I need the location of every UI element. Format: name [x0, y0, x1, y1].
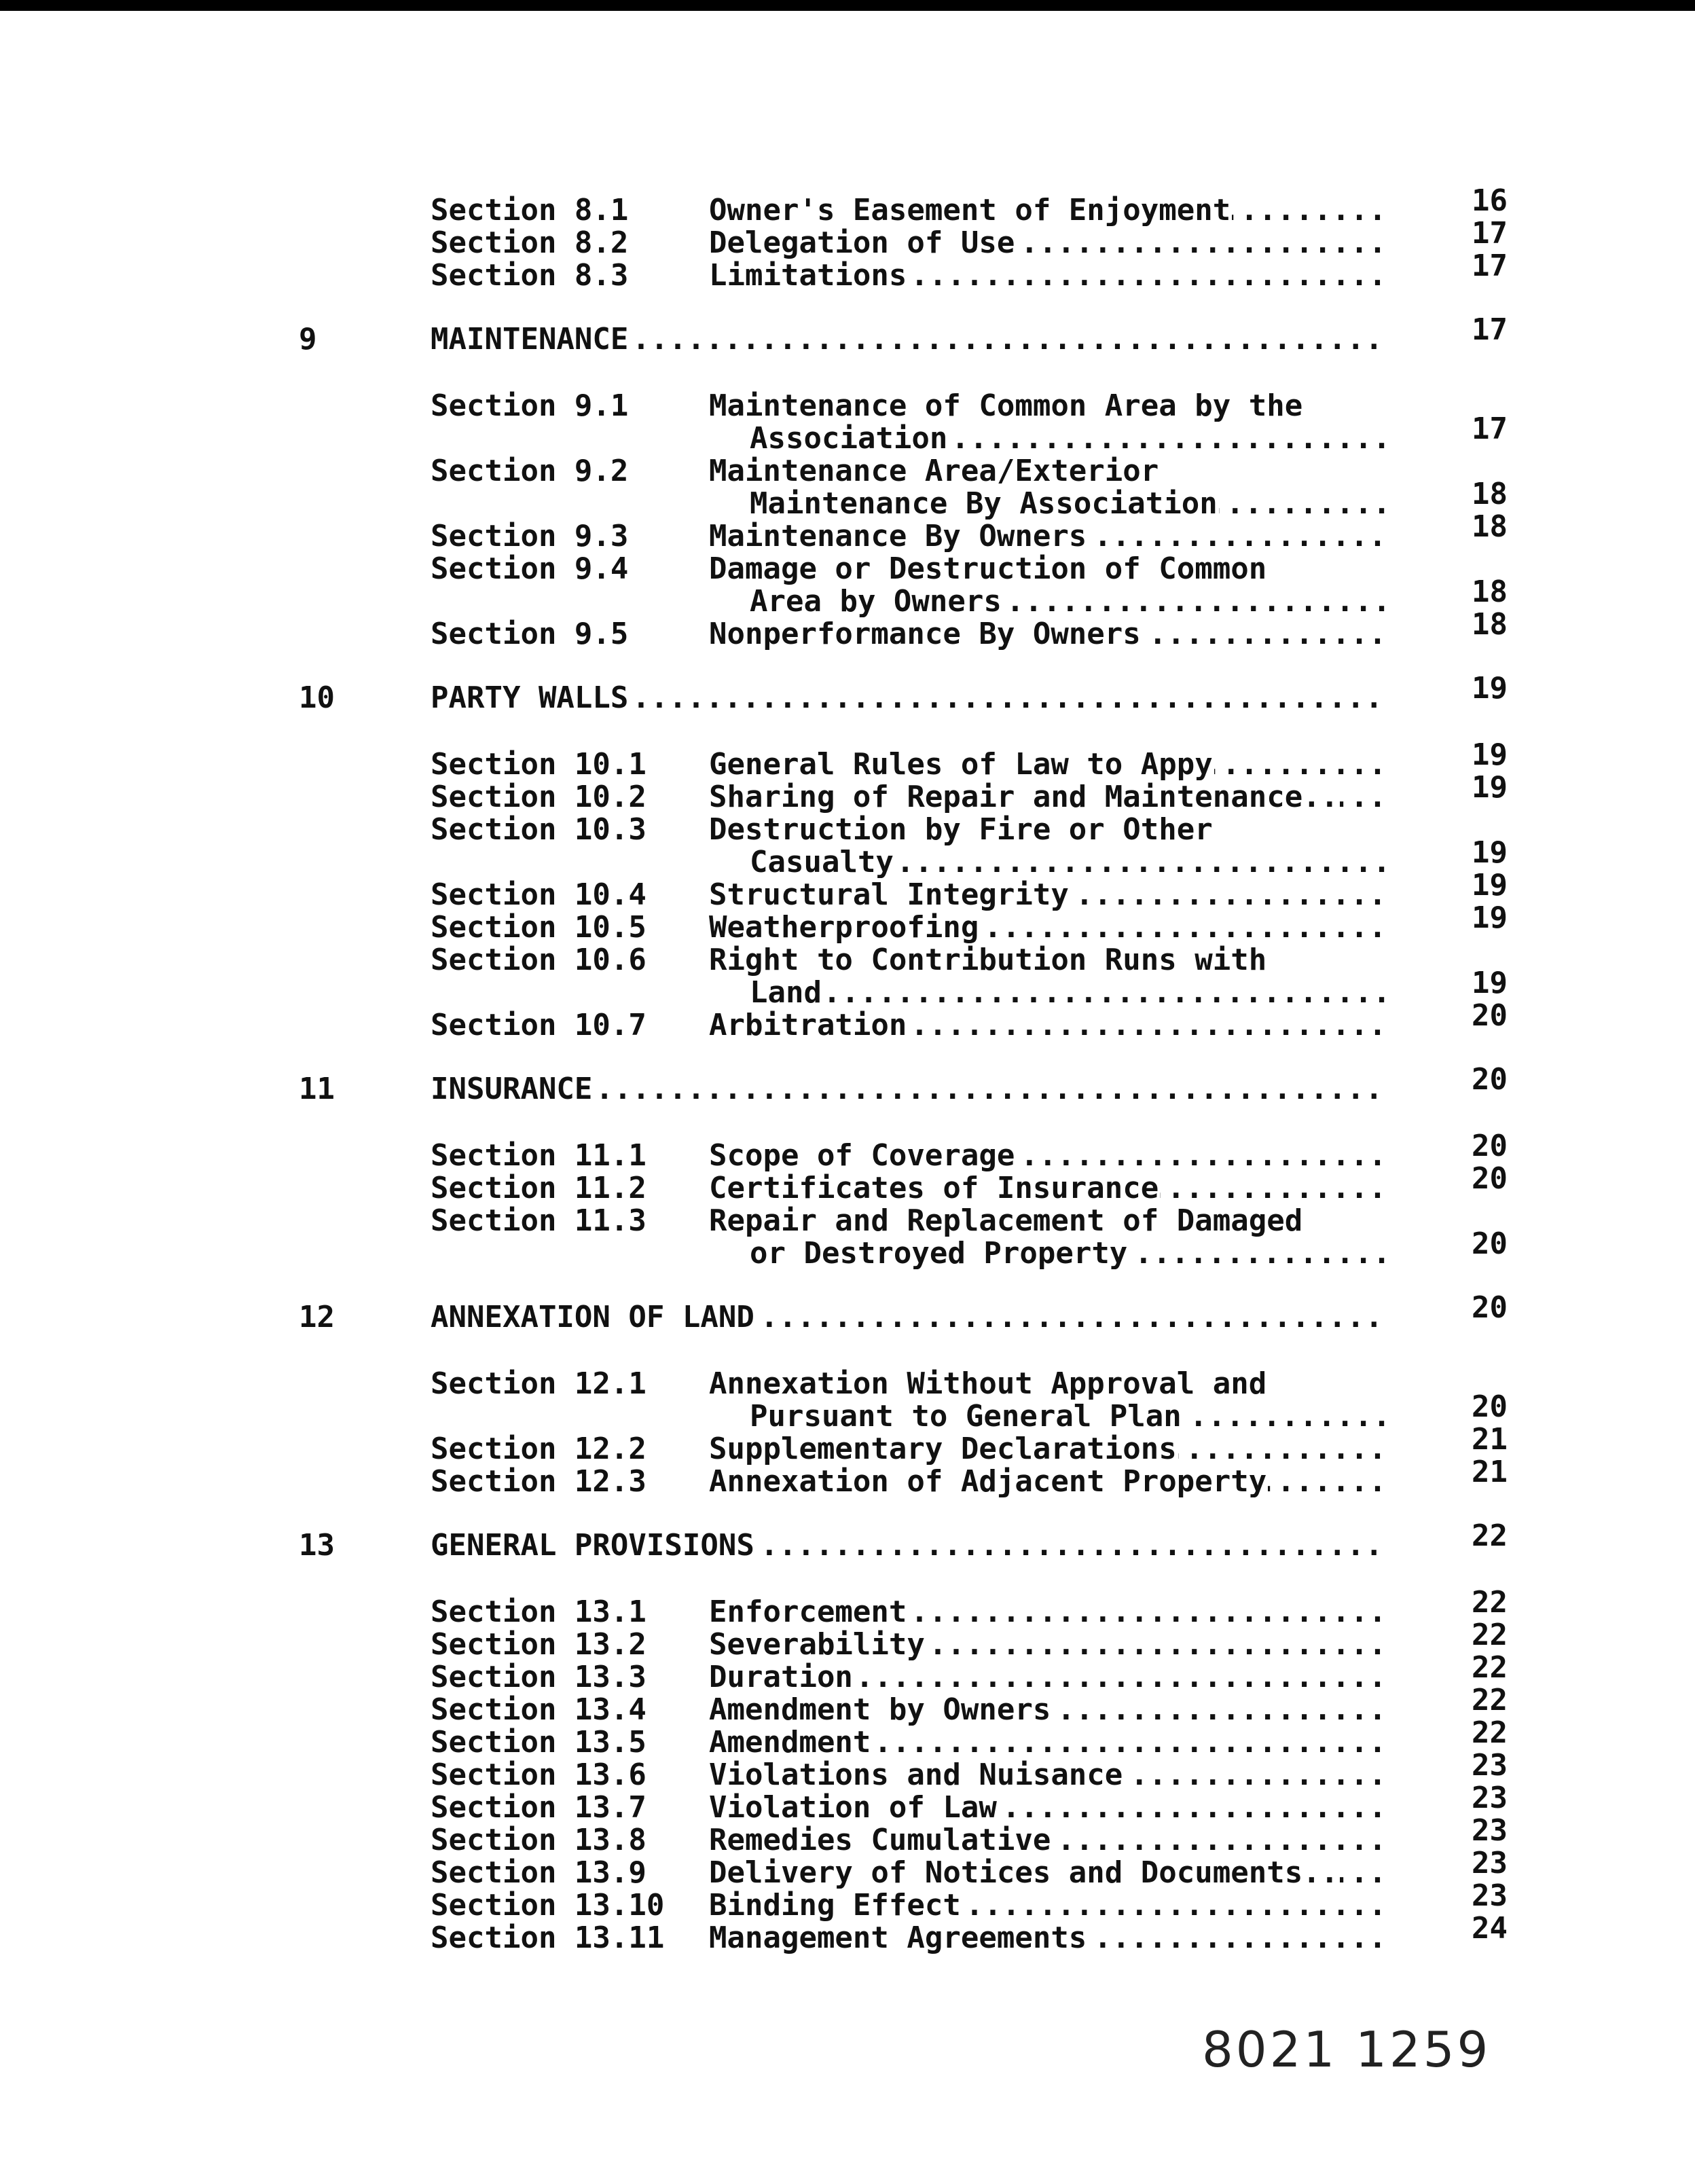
toc-entry-row [285, 1748, 1508, 1792]
page-number: 20 [1472, 1129, 1508, 1163]
section-title [709, 259, 1388, 292]
chapter-number: 11 [299, 1072, 335, 1106]
section-title [709, 1009, 1388, 1042]
section-title [709, 390, 1388, 422]
toc-entry-row [285, 1455, 1508, 1499]
toc-entry-row [285, 1911, 1508, 1955]
page-number: 19 [1472, 738, 1508, 772]
toc-entry-row [285, 738, 1508, 782]
page-number: 19 [1472, 868, 1508, 903]
section-title-text: Severability [709, 1628, 925, 1661]
page-number: 17 [1472, 216, 1508, 251]
toc-entry-row [285, 814, 1494, 846]
section-title-continued-text: Maintenance By Association [750, 488, 1218, 520]
section-number: Section 10.6 [431, 943, 646, 977]
section-title-text: Certificates of Insurance [709, 1172, 1159, 1205]
toc-entry-continuation [285, 412, 1508, 455]
toc-entry-row [285, 1368, 1494, 1400]
section-title-text: Amendment [709, 1726, 871, 1759]
toc-chapter-row [285, 1290, 1508, 1334]
section-title [709, 1628, 1388, 1661]
page-number: 23 [1472, 1781, 1508, 1815]
section-title-continued-text: Pursuant to General Plan [750, 1400, 1182, 1433]
section-title [709, 1857, 1388, 1889]
section-title-continued-text: Casualty [750, 846, 894, 879]
toc-entry-row [285, 183, 1508, 228]
section-title-text: Nonperformance By Owners [709, 618, 1141, 651]
page-number: 18 [1472, 575, 1508, 609]
page-number: 21 [1472, 1455, 1508, 1489]
toc-chapter-row [285, 671, 1508, 715]
toc-entry-row [285, 1422, 1508, 1466]
section-title-text: Annexation of Adjacent Property [709, 1466, 1267, 1498]
chapter-title [431, 1301, 1388, 1334]
toc-entry-continuation [285, 1226, 1508, 1270]
section-number: Section 9.1 [431, 388, 629, 423]
section-title-text: Maintenance of Common Area by the [709, 390, 1303, 422]
section-number: Section 10.3 [431, 812, 646, 847]
toc-entry-continuation [285, 477, 1508, 520]
page-number: 20 [1472, 1290, 1508, 1325]
page-number: 19 [1472, 835, 1508, 870]
page-number: 22 [1472, 1518, 1508, 1553]
chapter-title-text: MAINTENANCE [431, 323, 629, 356]
section-title-text: Sharing of Repair and Maintenance.. [709, 781, 1339, 814]
page-number: 23 [1472, 1813, 1508, 1848]
section-title-continued [750, 846, 1388, 879]
section-title [709, 879, 1388, 911]
chapter-number: 9 [299, 322, 317, 357]
toc-entry-row [285, 1618, 1508, 1662]
section-title-text: Supplementary Declarations [709, 1433, 1177, 1466]
toc-entry-row [285, 249, 1508, 293]
page-number: 23 [1472, 1748, 1508, 1783]
section-title-text: Maintenance Area/Exterior [709, 455, 1159, 488]
section-number: Section 13.4 [431, 1692, 646, 1727]
section-title-text: Destruction by Fire or Other [709, 814, 1213, 846]
section-title-text: Repair and Replacement of Damaged [709, 1205, 1303, 1237]
page-number: 22 [1472, 1618, 1508, 1652]
section-number: Section 10.5 [431, 910, 646, 945]
chapter-title [431, 1073, 1388, 1106]
section-number: Section 9.3 [431, 519, 629, 553]
section-title-continued [750, 977, 1388, 1009]
section-title [709, 911, 1388, 944]
section-title [709, 553, 1388, 585]
section-title-text: Weatherproofing [709, 911, 979, 944]
scan-top-edge [0, 0, 1695, 11]
toc-entry-row [285, 1161, 1508, 1205]
toc-entry-row [285, 553, 1494, 585]
section-title-continued [750, 1400, 1388, 1433]
section-title-text: Arbitration [709, 1009, 907, 1042]
toc-entry-row [285, 868, 1508, 912]
toc-entry-row [285, 944, 1494, 977]
page-number: 19 [1472, 770, 1508, 805]
page-number: 22 [1472, 1585, 1508, 1620]
section-number: Section 13.11 [431, 1921, 665, 1955]
section-title-text: Right to Contribution Runs with [709, 944, 1267, 977]
section-title [709, 944, 1388, 977]
section-title [709, 1596, 1388, 1628]
section-title [709, 1791, 1388, 1824]
section-number: Section 13.5 [431, 1725, 646, 1760]
section-number: Section 13.10 [431, 1888, 665, 1923]
section-number: Section 12.1 [431, 1366, 646, 1401]
section-number: Section 9.2 [431, 454, 629, 488]
chapter-title-text: PARTY WALLS [431, 682, 629, 714]
section-title-continued [750, 422, 1388, 455]
toc-entry-row [285, 1878, 1508, 1923]
section-title-text: Structural Integrity [709, 879, 1069, 911]
toc-entry-row [285, 1129, 1508, 1173]
toc-entry-continuation [285, 966, 1508, 1009]
section-title-text: Delivery of Notices and Documents.. [709, 1857, 1339, 1889]
section-number: Section 13.3 [431, 1660, 646, 1694]
section-title [709, 814, 1388, 846]
toc-entry-continuation [285, 835, 1508, 879]
page-number: 19 [1472, 671, 1508, 706]
section-title [709, 781, 1388, 814]
section-title-text: Delegation of Use [709, 227, 1015, 259]
chapter-number: 10 [299, 680, 335, 715]
section-number: Section 11.3 [431, 1203, 646, 1238]
toc-entry-row [285, 1683, 1508, 1727]
chapter-title [431, 682, 1388, 714]
section-number: Section 11.2 [431, 1171, 646, 1205]
section-title-text: Maintenance By Owners [709, 520, 1087, 553]
toc-entry-row [285, 509, 1508, 553]
section-title-text: Duration [709, 1661, 853, 1694]
section-number: Section 8.3 [431, 258, 629, 293]
toc-entry-row [285, 998, 1508, 1042]
section-title-continued-text: or Destroyed Property [750, 1237, 1128, 1270]
section-number: Section 13.8 [431, 1823, 646, 1857]
section-title [709, 1694, 1388, 1726]
section-title-continued-text: Land [750, 977, 822, 1009]
section-title-text: Enforcement [709, 1596, 907, 1628]
page-number: 24 [1472, 1911, 1508, 1946]
toc-entry-row [285, 1715, 1508, 1760]
toc-entry-row [285, 1846, 1508, 1890]
toc-entry-row [285, 1205, 1494, 1237]
page-number: 20 [1472, 998, 1508, 1033]
section-title [709, 194, 1388, 227]
page-number: 22 [1472, 1683, 1508, 1717]
section-title [709, 1140, 1388, 1172]
section-number: Section 8.1 [431, 193, 629, 228]
toc-entry-row [285, 1781, 1508, 1825]
toc-entry-row [285, 216, 1508, 260]
page-number: 19 [1472, 900, 1508, 935]
section-title [709, 1922, 1388, 1954]
section-number: Section 10.2 [431, 780, 646, 814]
section-title [709, 1205, 1388, 1237]
section-number: Section 12.2 [431, 1432, 646, 1466]
section-number: Section 9.5 [431, 617, 629, 651]
section-number: Section 13.2 [431, 1627, 646, 1662]
section-title [709, 520, 1388, 553]
page-number: 18 [1472, 477, 1508, 511]
chapter-title [431, 1529, 1388, 1562]
page-number: 20 [1472, 1226, 1508, 1261]
section-number: Section 13.9 [431, 1855, 646, 1890]
section-number: Section 13.6 [431, 1758, 646, 1792]
section-number: Section 11.1 [431, 1138, 646, 1173]
page-number: 16 [1472, 183, 1508, 218]
section-title [709, 618, 1388, 651]
page-number: 18 [1472, 607, 1508, 642]
toc-entry-row [285, 607, 1508, 651]
section-title-continued-text: Association [750, 422, 948, 455]
toc-chapter-row [285, 312, 1508, 357]
toc-entry-row [285, 390, 1494, 422]
section-number: Section 10.7 [431, 1008, 646, 1042]
chapter-title-text: ANNEXATION OF LAND [431, 1301, 754, 1334]
chapter-title-text: GENERAL PROVISIONS [431, 1529, 754, 1562]
toc-entry-row [285, 1585, 1508, 1629]
section-number: Section 10.1 [431, 747, 646, 782]
document-id-number: 8021 1259 [1202, 2021, 1491, 2078]
page-number: 22 [1472, 1650, 1508, 1685]
section-title-continued [750, 1237, 1388, 1270]
page-number: 21 [1472, 1422, 1508, 1457]
page-number: 20 [1472, 1389, 1508, 1424]
toc-chapter-row [285, 1062, 1508, 1106]
page-number: 17 [1472, 312, 1508, 347]
section-title [709, 227, 1388, 259]
section-title [709, 1726, 1388, 1759]
section-title-text: Annexation Without Approval and [709, 1368, 1267, 1400]
page-number: 23 [1472, 1878, 1508, 1913]
chapter-title-text: INSURANCE [431, 1073, 593, 1106]
section-title-text: Limitations [709, 259, 907, 292]
section-title [709, 1661, 1388, 1694]
chapter-title [431, 323, 1388, 356]
section-title [709, 1172, 1388, 1205]
table-of-contents [285, 183, 1508, 1955]
page-number: 23 [1472, 1846, 1508, 1880]
page-number: 19 [1472, 966, 1508, 1000]
toc-entry-row [285, 1813, 1508, 1857]
section-title-text: Scope of Coverage [709, 1140, 1015, 1172]
section-title [709, 1824, 1388, 1857]
section-title-continued [750, 585, 1388, 618]
section-number: Section 12.3 [431, 1464, 646, 1499]
section-title-text: Violations and Nuisance [709, 1759, 1123, 1791]
page-number: 20 [1472, 1062, 1508, 1097]
page-number: 18 [1472, 509, 1508, 544]
section-title [709, 1368, 1388, 1400]
section-title-continued [750, 488, 1388, 520]
section-title-text: Remedies Cumulative [709, 1824, 1051, 1857]
section-title-text: Owner's Easement of Enjoyment [709, 194, 1231, 227]
section-number: Section 13.7 [431, 1790, 646, 1825]
page-number: 17 [1472, 249, 1508, 283]
section-title-text: Violation of Law [709, 1791, 997, 1824]
section-title-text: Damage or Destruction of Common [709, 553, 1267, 585]
section-title [709, 1889, 1388, 1922]
toc-chapter-row [285, 1518, 1508, 1563]
section-title [709, 1466, 1388, 1498]
page-number: 17 [1472, 412, 1508, 446]
toc-entry-continuation [285, 1389, 1508, 1433]
toc-entry-continuation [285, 575, 1508, 618]
section-number: Section 13.1 [431, 1595, 646, 1629]
toc-entry-row [285, 900, 1508, 945]
toc-entry-row [285, 455, 1494, 488]
toc-entry-row [285, 770, 1508, 814]
section-title [709, 455, 1388, 488]
page-number: 20 [1472, 1161, 1508, 1196]
section-title-text: General Rules of Law to Appy [709, 748, 1213, 781]
chapter-number: 13 [299, 1528, 335, 1563]
page-number: 22 [1472, 1715, 1508, 1750]
section-title-continued-text: Area by Owners [750, 585, 1002, 618]
section-number: Section 10.4 [431, 877, 646, 912]
section-title-text: Management Agreements [709, 1922, 1087, 1954]
toc-entry-row [285, 1650, 1508, 1694]
section-title [709, 748, 1388, 781]
section-number: Section 8.2 [431, 225, 629, 260]
section-title [709, 1433, 1388, 1466]
section-title-text: Amendment by Owners [709, 1694, 1051, 1726]
section-title-text: Binding Effect [709, 1889, 961, 1922]
section-number: Section 9.4 [431, 551, 629, 586]
section-title [709, 1759, 1388, 1791]
chapter-number: 12 [299, 1300, 335, 1334]
